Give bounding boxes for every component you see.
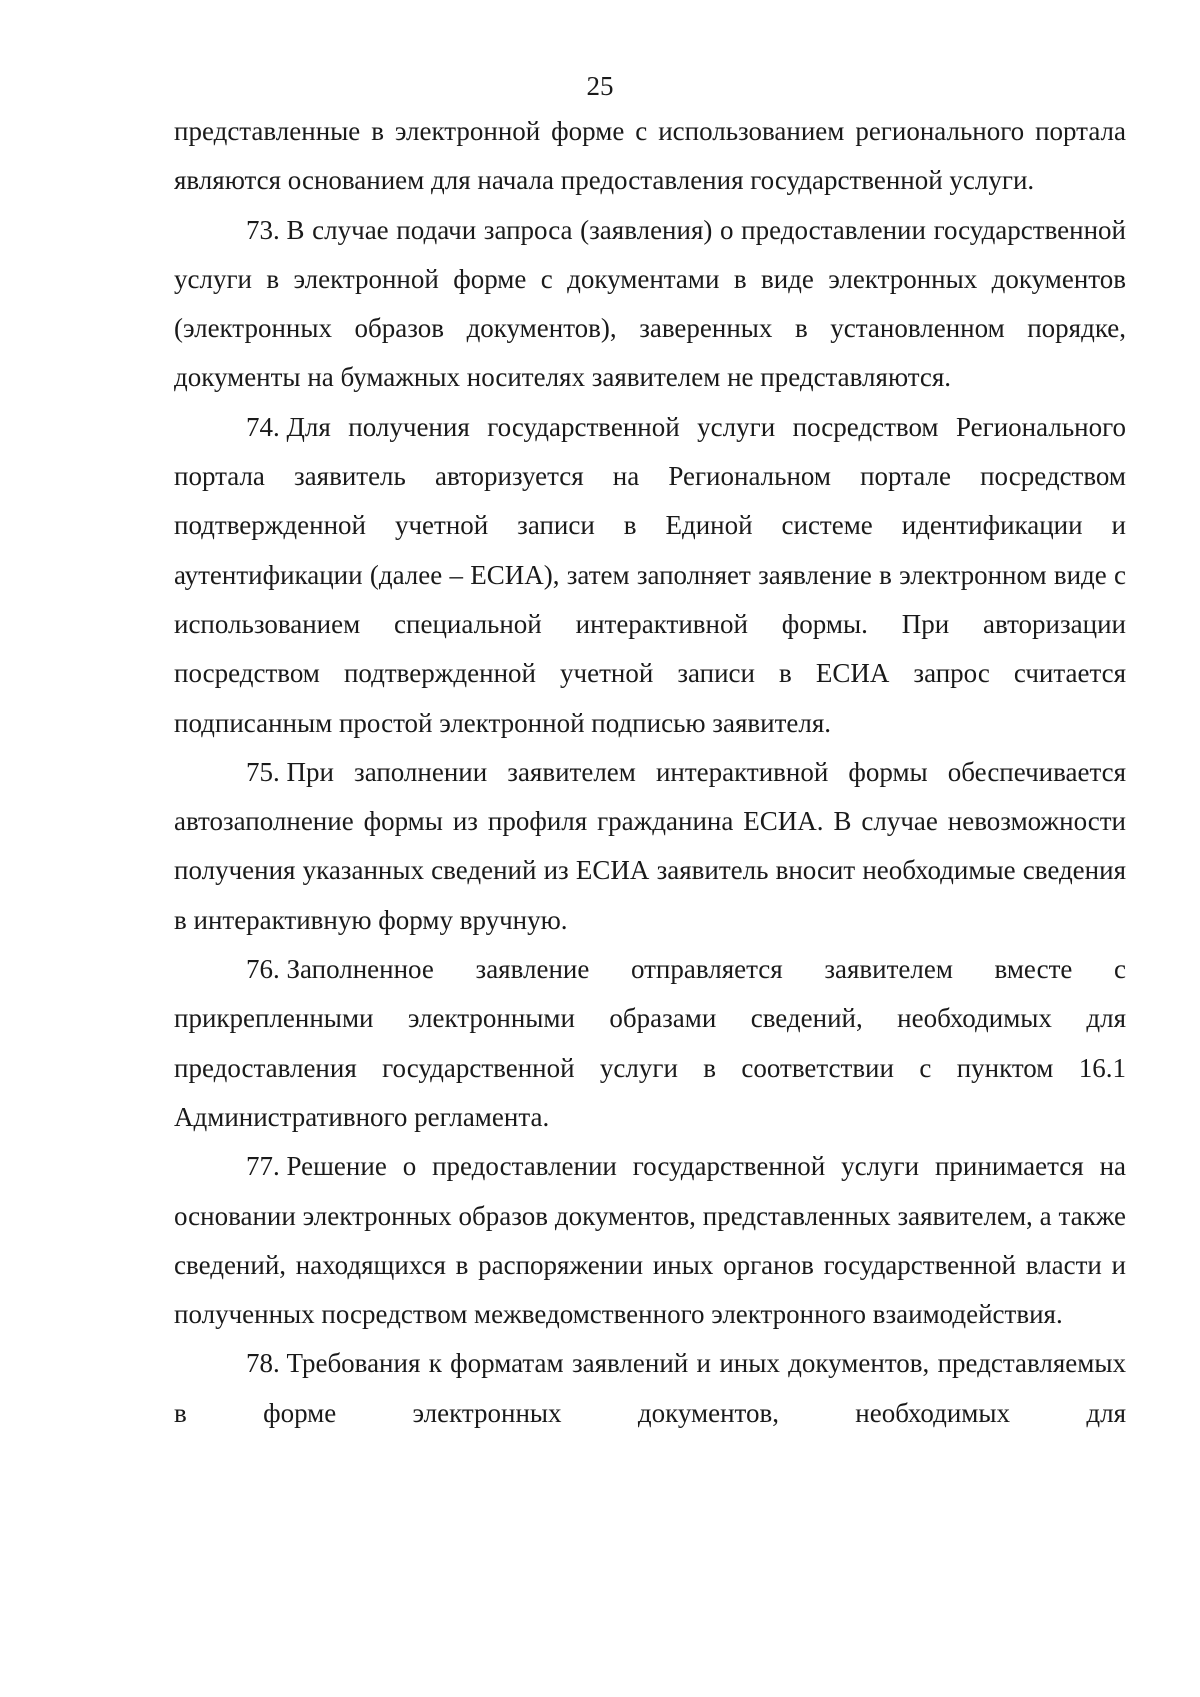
paragraph-number: 75. xyxy=(246,756,280,787)
paragraph-text: представленные в электронной форме с использованием регионального портала являются основанием для начала предоставления государственной услуги. xyxy=(174,116,1126,196)
paragraph-text: При заполнении заявителем интерактивной формы обеспечивается автозаполнение формы из профиля гражданина ЕСИА. В случае невозможности получения указанных сведений из ЕСИА заявитель вносит необходимые сведения в интерактивную форму вручную. xyxy=(174,756,1126,935)
paragraph-76 xyxy=(174,945,1126,1142)
paragraph-number: 74. xyxy=(246,411,280,442)
paragraph-74 xyxy=(174,403,1126,748)
page-number: 25 xyxy=(586,71,614,101)
paragraph-75 xyxy=(174,748,1126,945)
paragraph-continuation xyxy=(174,107,1126,206)
paragraph-78 xyxy=(174,1339,1126,1438)
paragraph-text: Требования к форматам заявлений и иных документов, представляемых в форме электронных документов, необходимых для xyxy=(174,1348,1126,1428)
paragraph-text: Заполненное заявление отправляется заявителем вместе с прикрепленными электронными образами сведений, необходимых для предоставления государственной услуги в соответствии с пунктом 16.1 Административного регламента. xyxy=(174,954,1126,1132)
paragraph-text: Для получения государственной услуги посредством Регионального портала заявитель авторизуется на Региональном портале посредством подтвержденной учетной записи в Единой системе идентификации и аутентификации (далее – ЕСИА), затем заполняет заявление в электронном виде с использованием специальной интерактивной формы. При авторизации посредством подтвержденной учетной записи в ЕСИА запрос считается подписанным простой электронной подписью заявителя. xyxy=(174,411,1126,738)
paragraph-number: 73. xyxy=(246,214,280,245)
paragraph-text: В случае подачи запроса (заявления) о предоставлении государственной услуги в электронной форме с документами в виде электронных документов (электронных образов документов), заверенных в установленном порядке, документы на бумажных носителях заявителем не представляются. xyxy=(174,214,1126,393)
paragraph-number: 77. xyxy=(246,1151,280,1182)
document-body xyxy=(174,107,1126,1438)
paragraph-number: 78. xyxy=(246,1348,280,1379)
paragraph-73 xyxy=(174,206,1126,403)
paragraph-text: Решение о предоставлении государственной услуги принимается на основании электронных образов документов, представленных заявителем, а также сведений, находящихся в распоряжении иных органов государственной власти и полученных посредством межведомственного электронного взаимодействия. xyxy=(174,1151,1126,1330)
paragraph-77 xyxy=(174,1142,1126,1339)
paragraph-number: 76. xyxy=(246,954,280,985)
